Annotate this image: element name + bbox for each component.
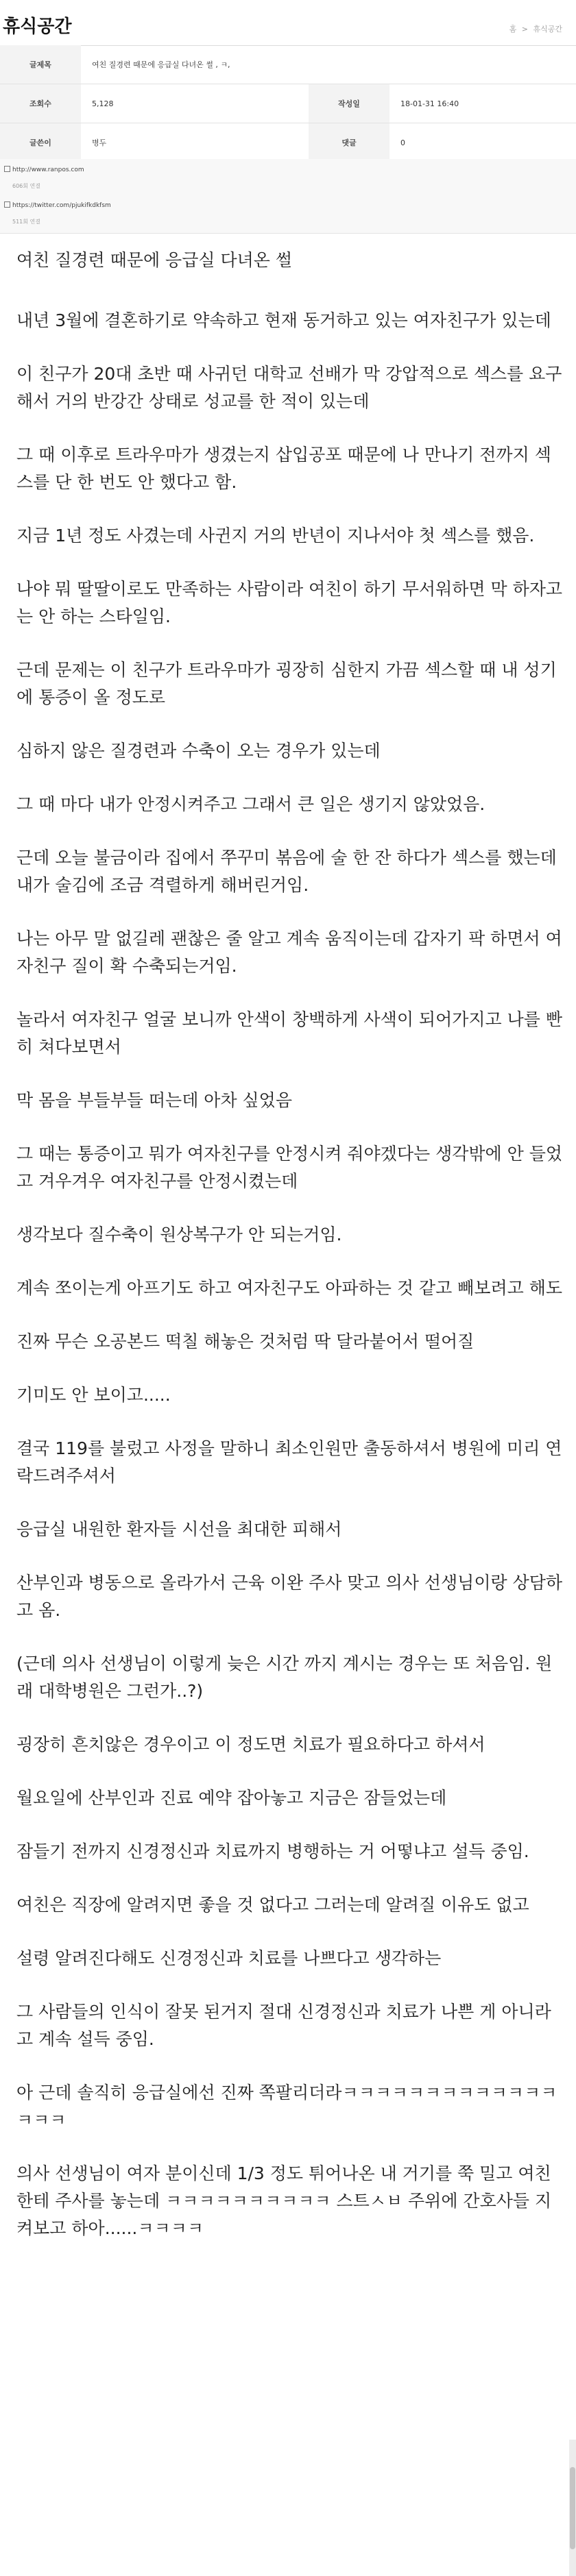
comments-value: 0 [389, 123, 576, 162]
paragraph: 그 때는 통증이고 뭐가 여자친구를 안정시켜 줘야겠다는 생각밖에 안 들었고 겨우겨우 여자친구를 안정시켰는데 [16, 1144, 563, 1191]
post-meta-table [0, 45, 576, 162]
paragraph: 의사 선생님이 여자 분이신데 1/3 정도 튀어나온 내 거기를 쭉 밀고 여친한테 주사를 놓는데 ㅋㅋㅋㅋㅋㅋㅋㅋㅋㅋ 스트ㅅㅂ 주위에 간호사들 지켜보고 하아......ㅋㅋㅋㅋ [16, 2163, 552, 2238]
paragraph: 이 친구가 20대 초반 때 사귀던 대학교 선배가 막 강압적으로 섹스를 요구해서 거의 반강간 상태로 성교를 한 적이 있는데 [16, 364, 562, 411]
link-url[interactable]: http://www.ranpos.com [12, 167, 84, 173]
paragraph: 굉장히 흔치않은 경우이고 이 정도면 치료가 필요하다고 하셔서 [16, 1734, 485, 1754]
paragraph: 막 몸을 부들부들 떠는데 아차 싶었음 [16, 1090, 292, 1110]
paragraph: 나는 아무 말 없길레 괜찮은 줄 알고 계속 움직이는데 갑자기 팍 하면서 여자친구 질이 확 수축되는거임. [16, 929, 562, 976]
subject-value: 여친 질경련 때문에 응급실 다녀온 썰 , ㅋ, [81, 45, 576, 84]
link-count: 606회 연결 [12, 183, 40, 189]
date-label: 작성일 [309, 84, 389, 123]
link-item[interactable] [0, 195, 576, 230]
paragraph: 아 근데 솔직히 응급실에선 진짜 쪽팔리더라ㅋㅋㅋㅋㅋㅋㅋㅋㅋㅋㅋㅋㅋㅋㅋㅋ [16, 2083, 557, 2130]
views-label: 조회수 [0, 84, 81, 123]
views-value: 5,128 [81, 84, 309, 123]
breadcrumb [507, 23, 562, 34]
paragraph: 근데 문제는 이 친구가 트라우마가 굉장히 심한지 가끔 섹스할 때 내 성기에 통증이 올 정도로 [16, 660, 557, 707]
paragraph: 놀라서 여자친구 얼굴 보니까 안색이 창백하게 사색이 되어가지고 나를 빤히 쳐다보면서 [16, 1009, 563, 1057]
author-value[interactable]: 병두 [81, 123, 309, 162]
paragraph: 내년 3월에 결혼하기로 약속하고 현재 동거하고 있는 여자친구가 있는데 [16, 310, 551, 330]
board-title: 휴식공간 [3, 16, 72, 37]
link-count: 511회 연결 [12, 219, 40, 225]
post-body [16, 247, 565, 2242]
scrollbar-thumb[interactable] [570, 2467, 575, 2549]
link-icon [4, 166, 10, 172]
post-title: 여친 질경련 때문에 응급실 다녀온 썰 [16, 250, 292, 270]
paragraph: 지금 1년 정도 사겼는데 사귄지 거의 반년이 지나서야 첫 섹스를 했음. [16, 526, 535, 545]
breadcrumb-board[interactable]: 휴식공간 [533, 25, 562, 34]
related-links-list [0, 159, 576, 230]
paragraph: 진짜 무슨 오공본드 떡칠 해놓은 것처럼 딱 달라붙어서 떨어질 [16, 1332, 475, 1351]
paragraph: 그 때 마다 내가 안정시켜주고 그래서 큰 일은 생기지 않았었음. [16, 794, 485, 814]
paragraph: 여친은 직장에 알려지면 좋을 것 없다고 그러는데 알려질 이유도 없고 [16, 1895, 529, 1915]
breadcrumb-home[interactable]: 홈 [509, 25, 517, 34]
paragraph: 그 사람들의 인식이 잘못 된거지 절대 신경정신과 치료가 나쁜 게 아니라고 계속 설득 중임. [16, 2002, 551, 2049]
paragraph: 응급실 내원한 환자들 시선을 최대한 피해서 [16, 1519, 342, 1539]
date-value: 18-01-31 16:40 [389, 84, 576, 123]
author-label: 글쓴이 [0, 123, 81, 162]
paragraph: 기미도 안 보이고..... [16, 1385, 171, 1405]
breadcrumb-separator: > [521, 25, 528, 34]
paragraph: 심하지 않은 질경련과 수축이 오는 경우가 있는데 [16, 741, 381, 761]
paragraph: 계속 쪼이는게 아프기도 하고 여자친구도 아파하는 것 같고 빼보려고 해도 [16, 1278, 563, 1298]
paragraph: 그 때 이후로 트라우마가 생겼는지 삽입공포 때문에 나 만나기 전까지 섹스를 단 한 번도 안 했다고 함. [16, 445, 551, 492]
paragraph: 나야 뭐 딸딸이로도 만족하는 사람이라 여친이 하기 무서워하면 막 하자고는 안 하는 스타일임. [16, 579, 563, 626]
paragraph: 생각보다 질수축이 원상복구가 안 되는거임. [16, 1225, 342, 1244]
link-url[interactable]: https://twitter.com/pjukifkdkfsm [12, 202, 111, 209]
paragraph: 잠들기 전까지 신경정신과 치료까지 병행하는 거 어떻냐고 설득 중임. [16, 1841, 529, 1861]
link-item[interactable] [0, 159, 576, 195]
paragraph: 설령 알려진다해도 신경정신과 치료를 나쁘다고 생각하는 [16, 1948, 442, 1968]
subject-label: 글제목 [0, 45, 81, 84]
link-icon [4, 201, 10, 208]
paragraph: 근데 오늘 불금이라 집에서 쭈꾸미 볶음에 술 한 잔 하다가 섹스를 했는데 내가 술김에 조금 격렬하게 해버린거임. [16, 848, 557, 895]
paragraph: 월요일에 산부인과 진료 예약 잡아놓고 지금은 잠들었는데 [16, 1788, 447, 1808]
paragraph: 결국 119를 불렀고 사정을 말하니 최소인원만 출동하셔서 병원에 미리 연락드려주셔서 [16, 1438, 562, 1486]
comments-label: 댓글 [309, 123, 389, 162]
paragraph: 산부인과 병동으로 올라가서 근육 이완 주사 맞고 의사 선생님이랑 상담하고 옴. [16, 1573, 563, 1620]
paragraph: (근데 의사 선생님이 이렇게 늦은 시간 까지 계시는 경우는 또 처음임. 원래 대학병원은 그런가..?) [16, 1654, 553, 1701]
